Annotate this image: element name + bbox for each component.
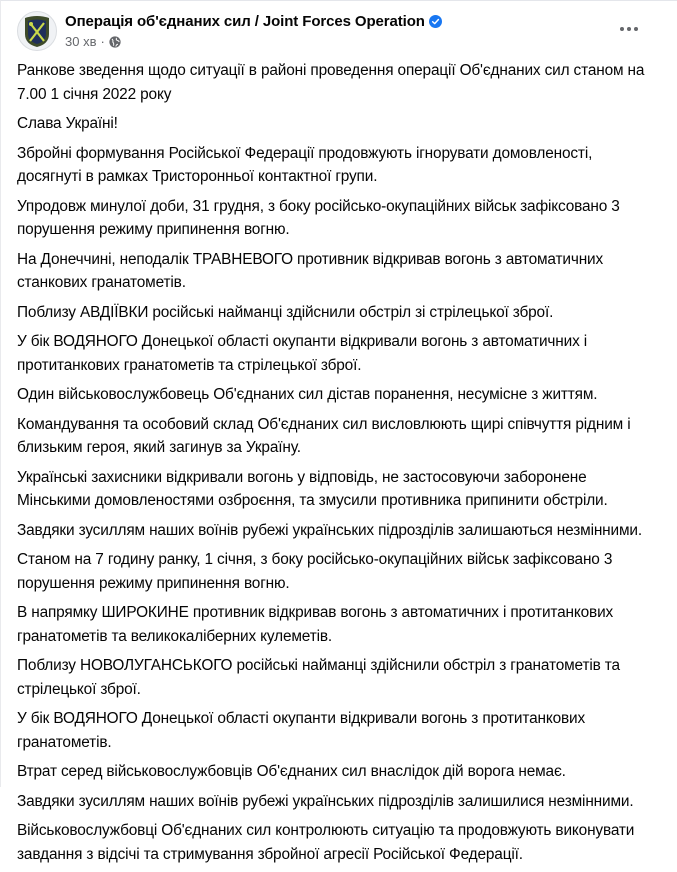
separator-dot: · bbox=[100, 34, 105, 49]
post-paragraph: Упродовж минулої доби, 31 грудня, з боку російсько-окупаційних військ зафіксовано 3 порушення режиму припинення вогню. bbox=[17, 197, 620, 238]
post-paragraph: Слава Україні! bbox=[17, 115, 118, 132]
post-paragraph: Станом на 7 годину ранку, 1 січня, з боку російсько-окупаційних військ зафіксовано 3 порушення режиму припинення вогню. bbox=[17, 551, 613, 592]
post-paragraph: В напрямку ШИРОКИНЕ противник відкривав вогонь з автоматичних і протитанкових гранатометів та великокаліберних кулеметів. bbox=[17, 604, 614, 645]
post-paragraph: Поблизу НОВОЛУГАНСЬКОГО російські найманці здійснили обстріл з гранатометів та стрілецької зброї. bbox=[17, 657, 620, 698]
more-horizontal-icon-dot bbox=[627, 27, 631, 31]
post-paragraph: У бік ВОДЯНОГО Донецької області окупанти відкривали вогонь з автоматичних і протитанкових гранатометів та стрілецької зброї. bbox=[17, 333, 588, 374]
post-paragraph: Командування та особовий склад Об'єднаних сил висловлюють щирі співчуття рідним і близьким героя, який загинув за Україну. bbox=[17, 415, 631, 456]
post-text-body bbox=[17, 59, 657, 872]
more-options-button[interactable] bbox=[611, 18, 647, 40]
post-header bbox=[17, 10, 442, 52]
post-paragraph: Поблизу АВДІЇВКИ російські найманці здійснили обстріл зі стрілецької зброї. bbox=[17, 303, 554, 321]
post-paragraph: Завдяки зусиллям наших воїнів рубежі українських підрозділів залишилися незмінними. bbox=[17, 792, 634, 810]
post-subline bbox=[65, 33, 442, 50]
page-name-row bbox=[65, 12, 442, 31]
post-paragraph: Ранкове зведення щодо ситуації в районі проведення операції Об'єднаних сил станом на 7.00 1 січня 2022 року bbox=[17, 62, 645, 103]
post-paragraph: Втрат серед військовослужбовців Об'єднаних сил внаслідок дій ворога немає. bbox=[17, 763, 566, 780]
post-paragraph: Військовослужбовці Об'єднаних сил контролюють ситуацію та продовжують виконувати завдання з відсічі та стримування збройної агресії Російської Федерації. bbox=[17, 822, 635, 863]
post-paragraph: Один військовослужбовець Об'єднаних сил дістав поранення, несумісне з життям. bbox=[17, 386, 598, 403]
page-name-link[interactable]: Операція об'єднаних сил / Joint Forces Operation bbox=[65, 13, 425, 30]
timestamp-link[interactable]: 30 хв bbox=[65, 34, 97, 49]
post-paragraph: На Донеччині, неподалік ТРАВНЕВОГО противник відкривав вогонь з автоматичних станкових гранатометів. bbox=[17, 250, 604, 291]
verified-badge-icon bbox=[429, 15, 442, 28]
avatar[interactable] bbox=[17, 11, 57, 51]
post-paragraph: Українські захисники відкривали вогонь у відповідь, не застосовуючи заборонене Мінськими домовленостями озброєння, та змусили противника припинити обстріли. bbox=[17, 468, 608, 509]
post-paragraph: Завдяки зусиллям наших воїнів рубежі українських підрозділів залишаються незмінними. bbox=[17, 521, 642, 539]
more-horizontal-icon-dot bbox=[620, 27, 624, 31]
post-paragraph: У бік ВОДЯНОГО Донецької області окупанти відкривали вогонь з протитанкових гранатометів. bbox=[17, 710, 586, 751]
globe-icon[interactable] bbox=[109, 36, 121, 48]
military-shield-crossed-swords-icon bbox=[22, 14, 52, 48]
post-meta bbox=[65, 12, 442, 50]
post-paragraph: Збройні формування Російської Федерації продовжують ігнорувати домовленості, досягнуті в рамках Тристоронньої контактної групи. bbox=[17, 144, 593, 185]
more-horizontal-icon-dot bbox=[634, 27, 638, 31]
